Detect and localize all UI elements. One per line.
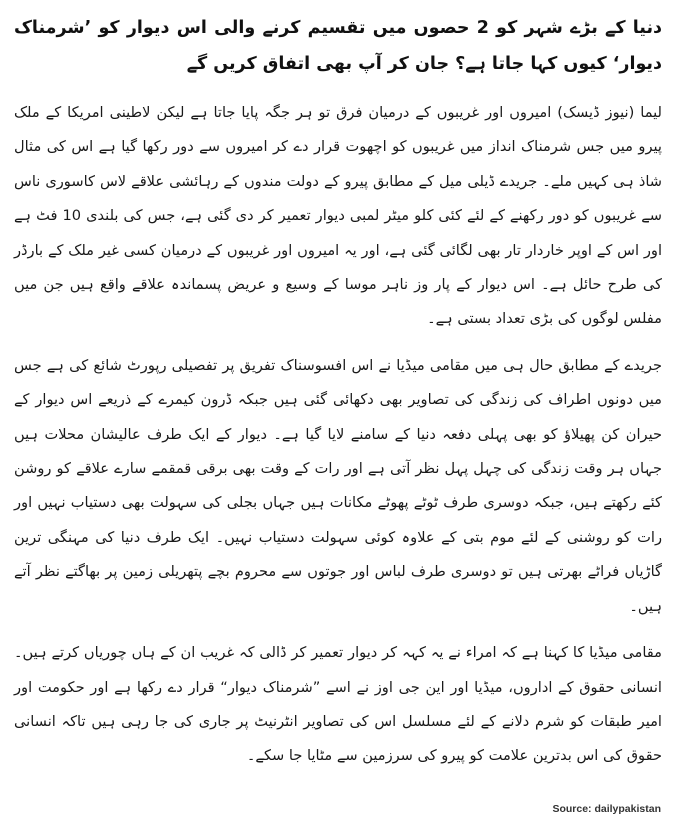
article-body xyxy=(14,10,662,786)
source-credit: Source: dailypakistan xyxy=(552,803,661,815)
article-paragraph-3: مقامی میڈیا کا کہنا ہے کہ امراء نے یہ کہہ کر دیوار تعمیر کر ڈالی کہ غریب ان کے ہاں چوریاں کرتے ہیں۔ انسانی حقوق کے اداروں، میڈیا اور این جی اوز نے اسے ”شرمناک دیوار“ قرار دے رکھا ہے اور حکومت اور امیر طبقات کو شرم دلانے کے لئے مسلسل اس کی تصاویر انٹرنیٹ پر جاری کی جا رہی ہیں تاکہ انسانی حقوق کی اس بدترین علامت کو پیرو کی سرزمین سے مٹایا جا سکے۔ xyxy=(14,644,662,765)
article-paragraph-2: جریدے کے مطابق حال ہی میں مقامی میڈیا نے اس افسوسناک تفریق پر تفصیلی رپورٹ شائع کی ہے جس میں دونوں اطراف کی زندگی کی تصاویر بھی دکھائی گئی ہیں جبکہ ڈرون کیمرے کے ذریعے اس دیوار کے حیران کن پھیلاؤ کو بھی پہلی دفعہ دنیا کے سامنے لایا گیا ہے۔ دیوار کے ایک طرف عالیشان محلات ہیں جہاں ہر وقت زندگی کی چہل پہل نظر آتی ہے اور رات کے وقت بھی برقی قمقمے سارے علاقے کو روشن کئے رکھتے ہیں، جبکہ دوسری طرف ٹوٹے پھوٹے مکانات ہیں جہاں بجلی کی سہولت بھی دستیاب نہیں اور رات کو روشنی کے لئے موم بتی کے علاوہ کوئی سہولت دستیاب نہیں۔ ایک طرف دنیا کی مہنگی ترین گاڑیاں فراٹے بھرتی ہیں تو دوسری طرف لباس اور جوتوں سے محروم بچے پتھریلی زمین پر بھاگتے نظر آتے ہیں۔ xyxy=(14,356,662,615)
article-headline: دنیا کے بڑے شہر کو 2 حصوں میں تقسیم کرنے والی اس دیوار کو ’شرمناک دیوار‘ کیوں کہا جاتا ہے؟ جان کر آپ بھی اتفاق کریں گے xyxy=(14,18,663,74)
article-paragraph-1: لیما (نیوز ڈیسک) امیروں اور غریبوں کے درمیان فرق تو ہر جگہ پایا جاتا ہے لیکن لاطینی امریکا کے ملک پیرو میں جس شرمناک انداز میں غریبوں کو اچھوت قرار دے کر امیروں سے دور رکھا گیا ہے اس کی مثال شاذ ہی کہیں ملے۔ جریدے ڈیلی میل کے مطابق پیرو کے دولت مندوں کے رہائشی علاقے لاس کاسوری ناس سے غریبوں کو دور رکھنے کے لئے کئی کلو میٹر لمبی دیوار تعمیر کر دی گئی ہے، جس کی بلندی 10 فٹ ہے اور اس کے اوپر خاردار تار بھی لگائی گئی ہے، اور یہ امیروں اور غریبوں کے درمیان کسی غیر ملک کے بارڈر کی طرح حائل ہے۔ اس دیوار کے پار وز ناہر موسا کے وسیع و عریض پسماندہ علاقے واقع ہیں جن میں مفلس لوگوں کی بڑی تعداد بستی ہے۔ xyxy=(14,104,662,328)
